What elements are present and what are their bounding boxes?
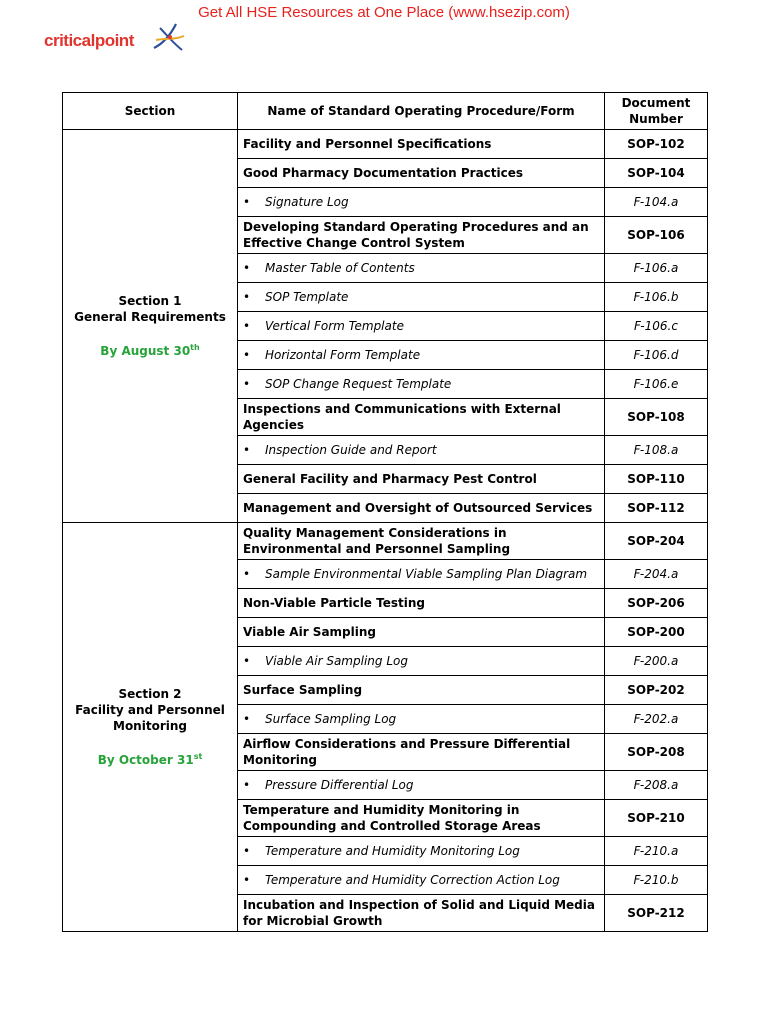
document-number-cell: F-106.b [605,283,708,312]
hse-banner-link[interactable]: Get All HSE Resources at One Place (www.hsezip.com) [198,4,570,21]
section-title: Section 2 [118,687,182,701]
document-number-cell: SOP-206 [605,589,708,618]
due-text: By August 30 [100,344,191,358]
sop-name-cell: Developing Standard Operating Procedures and an Effective Change Control System [238,217,605,254]
sop-name-cell: Airflow Considerations and Pressure Differential Monitoring [238,734,605,771]
bullet-icon: • [243,348,251,362]
document-number-cell: SOP-204 [605,523,708,560]
bullet-icon: • [243,654,251,668]
sop-name-cell: Management and Oversight of Outsourced Services [238,494,605,523]
criticalpoint-logo [44,22,184,56]
sop-name-cell: General Facility and Pharmacy Pest Control [238,465,605,494]
form-name-cell [238,436,605,465]
sop-name-cell: Non-Viable Particle Testing [238,589,605,618]
form-name: Signature Log [265,195,349,209]
sop-name-cell: Good Pharmacy Documentation Practices [238,159,605,188]
document-number-cell: F-210.a [605,837,708,866]
sop-name-cell: Viable Air Sampling [238,618,605,647]
bullet-icon: • [243,443,251,457]
sop-name-cell: Quality Management Considerations in Environmental and Personnel Sampling [238,523,605,560]
document-number-cell: F-208.a [605,771,708,800]
document-number-cell: SOP-202 [605,676,708,705]
section-due-date [68,343,232,359]
form-name-cell [238,370,605,399]
form-name-cell [238,647,605,676]
bullet-icon: • [243,873,251,887]
document-number-cell: F-210.b [605,866,708,895]
document-number-cell: SOP-104 [605,159,708,188]
logo-wordmark [44,31,134,51]
document-number-cell: F-106.a [605,254,708,283]
form-name-cell [238,254,605,283]
form-name-cell [238,837,605,866]
sop-name-cell: Incubation and Inspection of Solid and Liquid Media for Microbial Growth [238,895,605,932]
header-section: Section [63,93,238,130]
document-number-cell: F-106.e [605,370,708,399]
bullet-icon: • [243,567,251,581]
document-number-cell: SOP-212 [605,895,708,932]
section-cell [63,130,238,523]
header-document-number: Document Number [605,93,708,130]
form-name-cell [238,771,605,800]
form-name: Sample Environmental Viable Sampling Plan Diagram [265,567,588,581]
bullet-icon: • [243,261,251,275]
form-name: Horizontal Form Template [265,348,421,362]
sop-name-cell: Inspections and Communications with External Agencies [238,399,605,436]
form-name-cell [238,705,605,734]
sop-table [62,92,708,932]
form-name: Pressure Differential Log [265,778,414,792]
due-suffix: th [190,343,200,352]
document-number-cell: F-204.a [605,560,708,589]
due-text: By October 31 [97,753,194,767]
document-number-cell: F-104.a [605,188,708,217]
document-number-cell: F-202.a [605,705,708,734]
document-number-cell: SOP-210 [605,800,708,837]
form-name: Viable Air Sampling Log [265,654,408,668]
table-body [63,130,708,932]
document-number-cell: F-106.c [605,312,708,341]
document-number-cell: SOP-110 [605,465,708,494]
document-number-cell: F-108.a [605,436,708,465]
document-number-cell: SOP-106 [605,217,708,254]
bullet-icon: • [243,377,251,391]
section-due-date [68,752,232,768]
form-name: Surface Sampling Log [265,712,397,726]
document-number-cell: SOP-208 [605,734,708,771]
form-name: SOP Template [265,290,349,304]
sop-name-cell: Surface Sampling [238,676,605,705]
document-number-cell: SOP-102 [605,130,708,159]
form-name: Temperature and Humidity Correction Action Log [265,873,560,887]
bullet-icon: • [243,712,251,726]
logo-text-b: point [94,31,134,50]
document-number-cell: F-200.a [605,647,708,676]
form-name-cell [238,312,605,341]
bullet-icon: • [243,195,251,209]
bullet-icon: • [243,290,251,304]
table-row [63,523,708,560]
document-number-cell: SOP-112 [605,494,708,523]
sop-name-cell: Temperature and Humidity Monitoring in Compounding and Controlled Storage Areas [238,800,605,837]
bullet-icon: • [243,319,251,333]
form-name-cell [238,188,605,217]
section-cell [63,523,238,932]
table-header-row [63,93,708,130]
form-name: SOP Change Request Template [265,377,452,391]
due-suffix: st [193,752,203,761]
header-name: Name of Standard Operating Procedure/Form [238,93,605,130]
document-number-cell: F-106.d [605,341,708,370]
logo-swoosh-icon [152,22,186,54]
section-subtitle: Facility and Personnel Monitoring [75,703,225,733]
form-name-cell [238,283,605,312]
logo-text-a: critical [44,31,95,50]
form-name-cell [238,560,605,589]
form-name-cell [238,341,605,370]
form-name: Vertical Form Template [265,319,404,333]
document-number-cell: SOP-108 [605,399,708,436]
table-row [63,130,708,159]
section-title: Section 1 [118,294,182,308]
bullet-icon: • [243,778,251,792]
form-name: Temperature and Humidity Monitoring Log [265,844,520,858]
form-name: Inspection Guide and Report [265,443,437,457]
sop-name-cell: Facility and Personnel Specifications [238,130,605,159]
document-number-cell: SOP-200 [605,618,708,647]
form-name-cell [238,866,605,895]
bullet-icon: • [243,844,251,858]
section-subtitle: General Requirements [74,310,226,324]
form-name: Master Table of Contents [265,261,415,275]
